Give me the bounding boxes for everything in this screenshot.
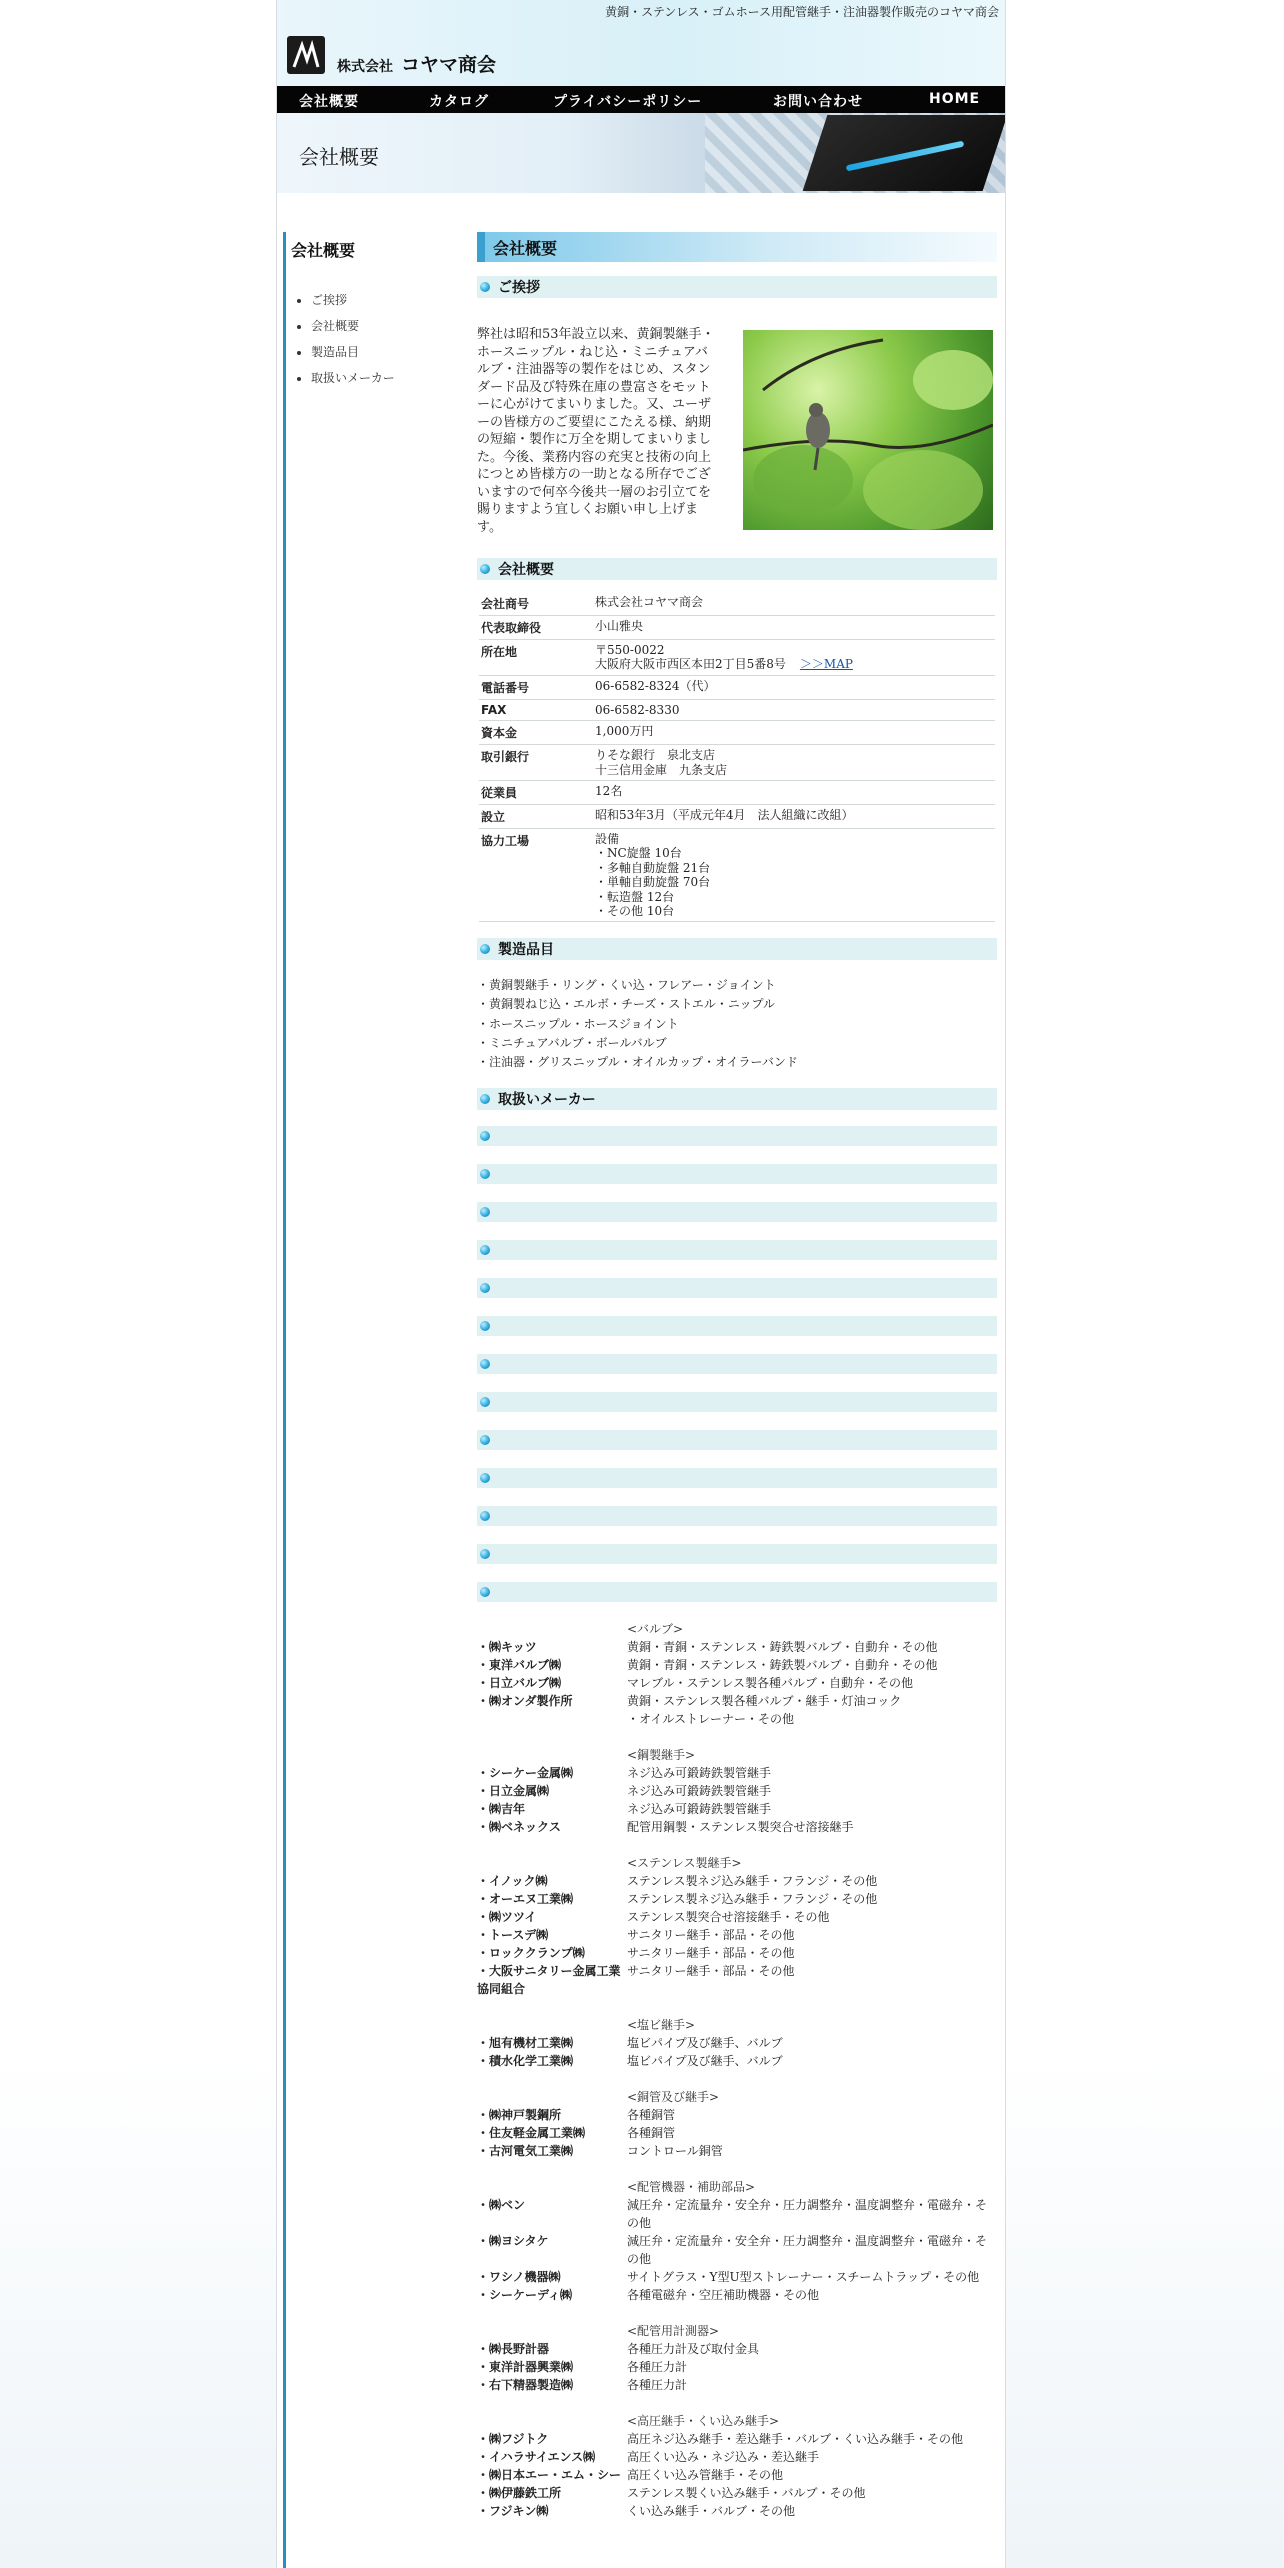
maker-name: ・イノック㈱ (477, 1874, 548, 1889)
maker-row (477, 1818, 997, 1836)
profile-value (593, 616, 995, 640)
maker-row (477, 1674, 997, 1692)
maker-row (477, 2502, 997, 2520)
maker-desc: 塩ビパイプ及び継手、バルブ (627, 2036, 783, 2051)
maker-desc: ステンレス製ネジ込み継手・フランジ・その他 (627, 1892, 878, 1907)
profile-value-line: 06-6582-8324（代） (595, 678, 716, 693)
maker-group (477, 2322, 997, 2394)
profile-row (479, 745, 995, 781)
maker-name: ・㈱ツツイ (477, 1910, 537, 1925)
profile-row (479, 675, 995, 699)
profile-value (593, 804, 995, 828)
maker-row (477, 1800, 997, 1818)
maker-desc: ネジ込み可鍛鋳鉄製管継手 (627, 1784, 772, 1799)
maker-name: ・東洋バルブ㈱ (477, 1658, 562, 1673)
profile-row (479, 780, 995, 804)
profile-key: 取引銀行 (479, 745, 593, 781)
product-item: ・ホースニップル・ホースジョイント (477, 1016, 679, 1031)
product-item: ・黄銅製ねじ込・エルボ・チーズ・ストエル・ニップル (477, 997, 775, 1012)
maker-group (477, 1854, 997, 1998)
maker-desc: 各種圧力計 (627, 2360, 688, 2375)
maker-category: <配管用計測器> (627, 2324, 720, 2339)
maker-row (477, 2124, 997, 2142)
nav-company[interactable]: 会社概要 (299, 94, 359, 110)
maker-desc: 各種電磁弁・空圧補助機器・その他 (627, 2288, 820, 2303)
maker-desc: ステンレス製くい込み継手・バルブ・その他 (627, 2486, 866, 2501)
profile-table (479, 592, 995, 922)
maker-row (477, 1656, 997, 1674)
greeting-section (477, 298, 997, 558)
maker-name (477, 1710, 627, 1728)
maker-desc: 各種圧力計及び取付金具 (627, 2342, 760, 2357)
maker-name: ・フジキン㈱ (477, 2504, 549, 2519)
maker-name: ・㈱ベン (477, 2198, 526, 2213)
profile-value (593, 592, 995, 616)
section-title: 取扱いメーカー (498, 1092, 596, 1109)
products-list (477, 976, 997, 1072)
maker-blank-row (477, 1316, 997, 1336)
maker-desc: ・オイルストレーナー・その他 (627, 1712, 795, 1727)
site-tagline: 黄銅・ステンレス・ゴムホース用配管継手・注油器製作販売のコヤマ商会 (605, 5, 999, 19)
profile-value (593, 721, 995, 745)
maker-row (477, 1782, 997, 1800)
maker-name: ・ワシノ機器㈱ (477, 2270, 561, 2285)
profile-value-line: ・単軸自動旋盤 70台 (595, 875, 711, 890)
maker-row (477, 2232, 997, 2268)
maker-blank-row (477, 1126, 997, 1146)
bullet-ball-icon (480, 1473, 490, 1483)
profile-value-line: 昭和53年3月（平成元年4月 法人組織に改組） (595, 807, 854, 822)
maker-category: <ステンレス製継手> (627, 1856, 742, 1871)
profile-key: FAX (479, 699, 593, 720)
maker-row (477, 1926, 997, 1944)
maker-row (477, 2142, 997, 2160)
page-wrapper (276, 0, 1006, 2568)
maker-name: ・㈱日本エー・エム・シー (477, 2468, 622, 2483)
maker-name: ・日立バルブ㈱ (477, 1676, 562, 1691)
sidebar-list (286, 291, 456, 386)
maker-blank-row (477, 1202, 997, 1222)
maker-blank-row (477, 1582, 997, 1602)
maker-desc: 高圧くい込み管継手・その他 (627, 2468, 784, 2483)
profile-value-line: 十三信用金庫 九条支店 (595, 762, 728, 777)
sidebar (283, 232, 456, 2568)
maker-category: <配管機器・補助部品> (627, 2180, 756, 2195)
company-name-text: コヤマ商会 (401, 54, 497, 76)
maker-desc: 塩ビパイプ及び継手、バルブ (627, 2054, 783, 2069)
maker-row (477, 2286, 997, 2304)
maker-desc: ステンレス製突合せ溶接継手・その他 (627, 1910, 830, 1925)
company-logo-icon[interactable] (287, 36, 325, 74)
profile-value-line: ・その他 10台 (595, 903, 675, 918)
nav-contact[interactable]: お問い合わせ (773, 94, 863, 110)
maker-row (477, 1692, 997, 1710)
maker-blank-row (477, 1354, 997, 1374)
product-item: ・ミニチュアバルブ・ボールバルブ (477, 1035, 667, 1050)
maker-list (477, 1620, 997, 2520)
maker-group (477, 2178, 997, 2304)
profile-value-line: ・NC旋盤 10台 (595, 846, 682, 861)
profile-value (593, 675, 995, 699)
bullet-ball-icon (480, 1094, 490, 1104)
maker-name: ・右下精器製造㈱ (477, 2378, 574, 2393)
section-title: ご挨拶 (498, 280, 540, 296)
maker-desc: サイトグラス・Y型U型ストレーナー・スチームトラップ・その他 (627, 2270, 980, 2285)
sidebar-item-products[interactable]: • 製造品目 (311, 343, 456, 360)
maker-group (477, 1746, 997, 1836)
bullet-ball-icon (480, 1397, 490, 1407)
maker-blank-row (477, 1164, 997, 1184)
maker-desc: 高圧ネジ込み継手・差込継手・バルブ・くい込み継手・その他 (627, 2432, 964, 2447)
profile-value-line: 〒550-0022 (595, 643, 665, 657)
profile-value (593, 640, 995, 676)
maker-blank-row (477, 1278, 997, 1298)
maker-name: ・㈱ヨシタケ (477, 2234, 549, 2249)
maker-row (477, 2484, 997, 2502)
nav-catalog[interactable]: カタログ (429, 94, 489, 110)
bullet-ball-icon (480, 1321, 490, 1331)
profile-key: 従業員 (479, 780, 593, 804)
maker-blank-rows (477, 1126, 997, 1602)
maker-name: ・㈱伊藤鉄工所 (477, 2486, 562, 2501)
profile-row (479, 699, 995, 720)
profile-value-line: 1,000万円 (595, 724, 654, 739)
maker-row (477, 2466, 997, 2484)
profile-key: 所在地 (479, 640, 593, 676)
maker-category: <バルブ> (627, 1622, 684, 1637)
sidebar-item-profile[interactable]: • 会社概要 (311, 317, 456, 334)
maker-group (477, 1620, 997, 1728)
maker-category: <塩ビ継手> (627, 2018, 696, 2033)
maker-name: ・㈱吉年 (477, 1802, 526, 1817)
page-heading: 会社概要 (477, 232, 997, 262)
maker-desc: 黄銅・青銅・ステンレス・鋳鉄製バルブ・自動弁・その他 (627, 1640, 938, 1655)
main-content (477, 232, 997, 2538)
maker-row (477, 2430, 997, 2448)
profile-key: 電話番号 (479, 675, 593, 699)
maker-row (477, 2340, 997, 2358)
maker-name: ・大阪サニタリー金属工業協同組合 (477, 1964, 621, 1997)
maker-row (477, 2376, 997, 2394)
section-title: 会社概要 (498, 562, 554, 578)
profile-value (593, 780, 995, 804)
maker-desc: サニタリー継手・部品・その他 (627, 1946, 795, 1961)
profile-row (479, 804, 995, 828)
maker-row (477, 2268, 997, 2286)
maker-desc: マレブル・ステンレス製各種バルブ・自動弁・その他 (627, 1676, 914, 1691)
maker-desc: 減圧弁・定流量弁・安全弁・圧力調整弁・温度調整弁・電磁弁・その他 (627, 2234, 988, 2267)
maker-name: ・㈱オンダ製作所 (477, 1694, 573, 1709)
maker-name: ・㈱神戸製鋼所 (477, 2108, 562, 2123)
maker-row (477, 1764, 997, 1782)
profile-key: 資本金 (479, 721, 593, 745)
bullet-ball-icon (480, 564, 490, 574)
maker-row (477, 2106, 997, 2124)
maker-name: ・シーケー金属㈱ (477, 1766, 574, 1781)
bullet-ball-icon (480, 1245, 490, 1255)
bullet-ball-icon (480, 1207, 490, 1217)
profile-key: 協力工場 (479, 828, 593, 921)
maker-row (477, 1890, 997, 1908)
maker-blank-row (477, 1468, 997, 1488)
maker-name: ・古河電気工業㈱ (477, 2144, 574, 2159)
company-prefix: 株式会社 (337, 59, 393, 75)
maker-desc: 黄銅・ステンレス製各種バルブ・継手・灯油コック (627, 1694, 902, 1709)
maker-desc: ネジ込み可鍛鋳鉄製管継手 (627, 1802, 772, 1817)
section-makers-heading (477, 1088, 997, 1110)
maker-blank-group (477, 1240, 997, 1412)
maker-name: ・積水化学工業㈱ (477, 2054, 574, 2069)
maker-row (477, 1872, 997, 1890)
maker-name: ・㈱キッツ (477, 1640, 537, 1655)
maker-desc: 各種銅管 (627, 2108, 676, 2123)
maker-name: ・東洋計器興業㈱ (477, 2360, 574, 2375)
maker-category: <高圧継手・くい込み継手> (627, 2414, 780, 2429)
maker-name: ・イハラサイエンス㈱ (477, 2450, 596, 2465)
maker-name: ・日立金属㈱ (477, 1784, 550, 1799)
maker-desc: 各種銅管 (627, 2126, 676, 2141)
product-item: ・注油器・グリスニップル・オイルカップ・オイラーバンド (477, 1055, 798, 1070)
section-products-heading (477, 938, 997, 960)
profile-value-line: 株式会社コヤマ商会 (595, 595, 704, 609)
maker-group (477, 2088, 997, 2160)
maker-category: <銅管及び継手> (627, 2090, 720, 2105)
maker-row (477, 2448, 997, 2466)
profile-value-line: 小山雅央 (595, 619, 644, 633)
maker-row (477, 2034, 997, 2052)
bullet-ball-icon (480, 1169, 490, 1179)
maker-desc: 黄銅・青銅・ステンレス・鋳鉄製バルブ・自動弁・その他 (627, 1658, 938, 1673)
profile-value (593, 828, 995, 921)
profile-row (479, 592, 995, 616)
maker-row (477, 1962, 997, 1998)
sidebar-item-makers[interactable]: • 取扱いメーカー (311, 369, 456, 386)
maker-name: ・ロッククランプ㈱ (477, 1946, 585, 1961)
profile-row (479, 616, 995, 640)
maker-row (477, 2196, 997, 2232)
bullet-ball-icon (480, 1549, 490, 1559)
maker-desc: 各種圧力計 (627, 2378, 688, 2393)
maker-name: ・住友軽金属工業㈱ (477, 2126, 586, 2141)
profile-value (593, 745, 995, 781)
profile-value-line: 12名 (595, 783, 623, 798)
profile-key: 会社商号 (479, 592, 593, 616)
bullet-ball-icon (480, 1359, 490, 1369)
bird-photo (743, 330, 993, 530)
profile-value-line: ・転造盤 12台 (595, 889, 675, 904)
page-banner (277, 113, 1005, 193)
maker-name: ・シーケーディ㈱ (477, 2288, 573, 2303)
section-title: 製造品目 (498, 942, 554, 959)
profile-row (479, 721, 995, 745)
maker-desc: 高圧くい込み・ネジ込み・差込継手 (627, 2450, 820, 2465)
profile-value (593, 699, 995, 720)
bullet-ball-icon (480, 1131, 490, 1141)
bullet-ball-icon (480, 944, 490, 954)
maker-name: ・㈱長野計器 (477, 2342, 550, 2357)
maker-name: ・オーエヌ工業㈱ (477, 1892, 574, 1907)
profile-value-line: ・多軸自動旋盤 21台 (595, 860, 711, 875)
maker-row (477, 2052, 997, 2070)
map-link[interactable]: ＞＞MAP (799, 657, 853, 672)
maker-blank-row (477, 1240, 997, 1260)
maker-desc: サニタリー継手・部品・その他 (627, 1964, 795, 1979)
bullet-ball-icon (480, 1283, 490, 1293)
greeting-text: 弊社は昭和53年設立以来、黄銅製継手・ホースニップル・ねじ込・ミニチュアバルブ・注油器等の製作をはじめ、スタンダード品及び特殊在庫の豊富さをモットーに心がけてまいりました。又、ユーザーの皆様方のご要望にこたえる様、納期の短縮・製作に万全を期してまいりました。今後、業務内容の充実と技術の向上につとめ皆様方の一助となる所存でございますので何卒今後共一層のお引立てを賜りますよう宜しくお願い申し上げます。 (477, 327, 715, 536)
maker-row (477, 1710, 997, 1728)
section-greeting-heading (477, 276, 997, 298)
maker-row (477, 2358, 997, 2376)
maker-desc: ネジ込み可鍛鋳鉄製管継手 (627, 1766, 772, 1781)
maker-desc: くい込み継手・バルブ・その他 (627, 2504, 796, 2519)
maker-category: <鋼製継手> (627, 1748, 696, 1763)
profile-key: 設立 (479, 804, 593, 828)
maker-group (477, 2016, 997, 2070)
profile-row (479, 828, 995, 921)
maker-blank-row (477, 1544, 997, 1564)
maker-desc: ステンレス製ネジ込み継手・フランジ・その他 (627, 1874, 878, 1889)
maker-name: ・旭有機材工業㈱ (477, 2036, 574, 2051)
nav-home[interactable]: HOME (929, 91, 981, 107)
maker-name: ・トースデ㈱ (477, 1928, 549, 1943)
maker-blank-group (477, 1430, 997, 1602)
profile-key: 代表取締役 (479, 616, 593, 640)
profile-row (479, 640, 995, 676)
bullet-ball-icon (480, 1511, 490, 1521)
maker-blank-row (477, 1392, 997, 1412)
bullet-ball-icon (480, 282, 490, 292)
maker-name: ・㈱フジトク (477, 2432, 549, 2447)
global-nav (277, 86, 1005, 113)
nav-privacy[interactable]: プライバシーポリシー (553, 94, 703, 110)
maker-row (477, 1908, 997, 1926)
sidebar-item-greeting[interactable]: • ご挨拶 (311, 291, 456, 308)
sidebar-title: 会社概要 (291, 241, 356, 260)
bullet-ball-icon (480, 1435, 490, 1445)
site-header (277, 0, 1005, 86)
section-profile-heading (477, 558, 997, 580)
profile-value-line: 設備 (595, 831, 620, 846)
maker-blank-row (477, 1506, 997, 1526)
profile-value-line: りそな銀行 泉北支店 (595, 748, 716, 763)
maker-desc: 配管用鋼製・ステンレス製突合せ溶接継手 (627, 1820, 854, 1835)
maker-blank-row (477, 1430, 997, 1450)
company-name[interactable] (337, 50, 496, 77)
profile-value-line: 大阪府大阪市西区本田2丁目5番8号 ＞＞MAP (595, 657, 853, 672)
maker-blank-group (477, 1126, 997, 1222)
maker-desc: サニタリー継手・部品・その他 (627, 1928, 795, 1943)
maker-desc: コントロール銅管 (627, 2144, 723, 2159)
bullet-ball-icon (480, 1587, 490, 1597)
maker-row (477, 1638, 997, 1656)
maker-row (477, 1944, 997, 1962)
maker-name: ・㈱ベネックス (477, 1820, 561, 1835)
banner-title: 会社概要 (299, 145, 379, 169)
maker-group (477, 2412, 997, 2520)
product-item: ・黄銅製継手・リング・くい込・フレアー・ジョイント (477, 978, 776, 993)
profile-value-line: 06-6582-8330 (595, 702, 680, 717)
maker-desc: 減圧弁・定流量弁・安全弁・圧力調整弁・温度調整弁・電磁弁・その他 (627, 2198, 988, 2231)
